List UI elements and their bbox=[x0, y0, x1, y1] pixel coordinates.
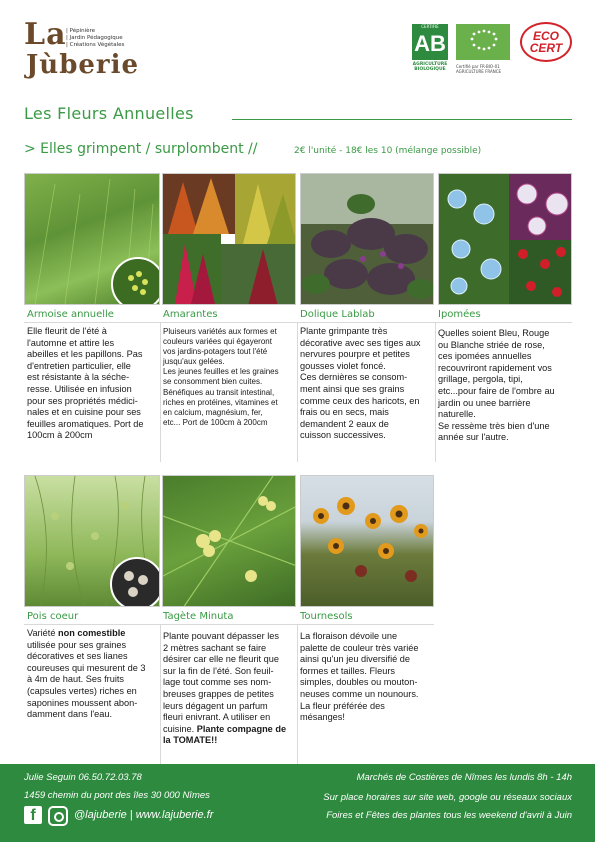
desc-line: La floraison dévoile une bbox=[300, 631, 398, 641]
desc-line: se consomment bien cuites. bbox=[163, 377, 263, 387]
desc-line: (capsules vertes) riches en bbox=[27, 685, 137, 696]
desc-line bbox=[163, 724, 297, 736]
instagram-icon[interactable] bbox=[48, 806, 68, 826]
desc-line: fleuri enivrant. A utiliser en bbox=[163, 712, 271, 723]
plant-name: Tournesols bbox=[300, 611, 353, 622]
logo-la: La bbox=[24, 17, 67, 52]
desc-text: cuisine. bbox=[163, 723, 197, 734]
plant-description bbox=[163, 327, 297, 428]
plant-description bbox=[163, 631, 297, 747]
desc-line: coureuses qui mesurent de 3 bbox=[27, 662, 146, 673]
plant-name: Ipomées bbox=[438, 309, 481, 320]
desc-line: ainsi qu'un jeu diversifié de bbox=[300, 654, 411, 665]
column-divider bbox=[160, 624, 161, 764]
price-info: 2€ l'unité - 18€ les 10 (mélange possible) bbox=[294, 146, 482, 156]
desc-bold: Plante compagne de bbox=[196, 723, 287, 734]
contact-address: 1459 chemin du pont des îles 30 000 Nîmes bbox=[24, 790, 210, 801]
desc-line bbox=[27, 628, 159, 640]
tagline-line: | Pépinière bbox=[66, 28, 96, 34]
desc-line: Elle fleurit de l'été à bbox=[27, 326, 107, 336]
desc-line: désirer car elle ne fleurit que bbox=[163, 654, 279, 665]
market-info: Marchés de Costières de Nîmes les lundis 8h - 14h bbox=[356, 772, 572, 783]
desc-line: année sur l'autre. bbox=[438, 432, 509, 443]
caption-divider bbox=[24, 624, 434, 625]
desc-line: Les jeunes feuilles et les graines bbox=[163, 367, 279, 377]
plant-name: Amarantes bbox=[163, 309, 218, 320]
desc-line: lage tout comme ses nom- bbox=[163, 677, 272, 688]
desc-line: feuilles aromatiques. Port de bbox=[27, 418, 144, 429]
desc-line: La fleur préférée des bbox=[300, 700, 385, 711]
onsite-info: Sur place horaires sur site web, google ou réseaux sociaux bbox=[323, 792, 572, 803]
desc-line: naturelle. bbox=[438, 409, 476, 420]
desc-line: vos jardins-potagers tout l'été bbox=[163, 347, 268, 357]
plant-description bbox=[300, 326, 434, 442]
desc-line: recouvriront rapidement vos bbox=[438, 362, 552, 373]
desc-line: gousses violet foncé. bbox=[300, 360, 386, 371]
eu-leaf-icon bbox=[456, 24, 510, 60]
fairs-info: Foires et Fêtes des plantes tous les weekend d'avril à Juin bbox=[326, 810, 572, 821]
desc-line: abeilles et les papillons. Pas bbox=[27, 349, 143, 360]
desc-line: jardin ou unee barrière bbox=[438, 397, 531, 408]
eu-caption: Certifié par FR-BIO-01 AGRICULTURE FRANCE bbox=[456, 64, 502, 74]
logo-tagline bbox=[66, 28, 136, 49]
desc-line: demandent 2 eaux de bbox=[300, 418, 389, 429]
dolique-image bbox=[301, 174, 434, 305]
contact-name: Julie Seguin 06.50.72.03.78 bbox=[24, 772, 142, 783]
plant-name: Armoise annuelle bbox=[27, 309, 114, 320]
tagete-image bbox=[163, 476, 296, 607]
desc-line: sur la fin de l'été. Son feuil- bbox=[163, 665, 274, 676]
title-underline bbox=[232, 119, 572, 120]
column-divider bbox=[160, 322, 161, 462]
photo-tagete bbox=[162, 475, 296, 607]
desc-line: Plante pouvant dépasser les bbox=[163, 631, 279, 641]
desc-bold: la TOMATE!! bbox=[163, 735, 218, 746]
plant-name: Tagète Minuta bbox=[163, 611, 234, 622]
tagline-line: | Créations Végétales bbox=[66, 42, 125, 48]
photo-ipomees bbox=[438, 173, 572, 305]
logo-juberie: Jùberie bbox=[26, 50, 140, 80]
desc-line: jusqu'aux gelées. bbox=[163, 357, 225, 367]
desc-line: décorative avec ses tiges aux bbox=[300, 337, 421, 348]
desc-line: saponines moussent abon- bbox=[27, 697, 138, 708]
plant-name: Pois coeur bbox=[27, 611, 79, 622]
ecocert-logo: ECO CERT bbox=[520, 22, 572, 62]
desc-line: Pluiseurs variétés aux formes et bbox=[163, 327, 277, 336]
plant-description bbox=[27, 326, 159, 442]
desc-line: ment ainsi que ses grains bbox=[300, 383, 405, 394]
photo-tournesols bbox=[300, 475, 434, 607]
plant-description bbox=[438, 328, 572, 444]
desc-line: Se ressème très bien d'une bbox=[438, 420, 550, 431]
plant-name: Dolique Lablab bbox=[300, 309, 375, 320]
desc-line: mésanges! bbox=[300, 712, 345, 723]
photo-pois-coeur bbox=[24, 475, 160, 607]
ipomees-image bbox=[439, 174, 572, 305]
section-subtitle: > Elles grimpent / surplombent // bbox=[24, 141, 258, 157]
plant-description bbox=[300, 631, 434, 724]
desc-line: pour ses propriétés médici- bbox=[27, 395, 138, 406]
photo-armoise bbox=[24, 173, 160, 305]
column-divider bbox=[297, 322, 298, 462]
column-divider bbox=[297, 624, 298, 764]
desc-line: etc... Port de 100cm à 200cm bbox=[163, 417, 268, 427]
desc-line: etc...pour faire de l'ombre au bbox=[438, 385, 555, 396]
ab-certified-label: CERTIFIÉ bbox=[421, 24, 439, 29]
pois-coeur-image bbox=[25, 476, 160, 607]
desc-line: 2 mètres sachant se faire bbox=[163, 642, 267, 653]
desc-line: 100cm à 200cm bbox=[27, 430, 93, 441]
desc-line: Plante grimpante très bbox=[300, 326, 388, 336]
photo-amarantes bbox=[162, 173, 296, 305]
ab-caption: AGRICULTURE BIOLOGIQUE bbox=[412, 62, 448, 72]
desc-line: utilisée pour ses graines bbox=[27, 639, 127, 650]
column-divider bbox=[435, 322, 436, 462]
desc-line: simples, doubles ou mouton- bbox=[300, 677, 418, 688]
tournesols-image bbox=[301, 476, 434, 607]
eu-organic-logo bbox=[456, 24, 510, 60]
plant-description bbox=[27, 628, 159, 721]
desc-line: breuses grappes de petites bbox=[163, 688, 274, 699]
armoise-image bbox=[25, 174, 160, 305]
desc-bold: non comestible bbox=[57, 628, 126, 638]
desc-line: comme ceux des haricots, en bbox=[300, 395, 420, 406]
desc-line: Quelles soient Bleu, Rouge bbox=[438, 328, 550, 338]
desc-line: couleurs variées qui égayeront bbox=[163, 337, 272, 347]
desc-line bbox=[163, 735, 297, 747]
desc-line: grillage, pergola, tipi, bbox=[438, 374, 523, 385]
photo-dolique bbox=[300, 173, 434, 305]
desc-line: ou Blanche striée de rose, bbox=[438, 339, 545, 350]
desc-line: Ces dernières se consom- bbox=[300, 372, 408, 383]
page-title: Les Fleurs Annuelles bbox=[24, 104, 194, 123]
desc-line: Bénéfiques au transit intestinal, bbox=[163, 387, 275, 397]
desc-line: damment dans l'eau. bbox=[27, 709, 113, 720]
social-links[interactable]: @lajuberie | www.lajuberie.fr bbox=[74, 809, 214, 821]
desc-line: nervures pourpre et petites bbox=[300, 349, 410, 360]
desc-line: cuisson successives. bbox=[300, 430, 386, 441]
desc-line: d'entretien particulier, elle bbox=[27, 360, 131, 371]
desc-line: leurs dégagent un parfum bbox=[163, 700, 268, 711]
desc-line: est résistante à la séche- bbox=[27, 372, 130, 383]
desc-text: Variété bbox=[27, 628, 58, 638]
desc-line: resse. Utilisée en infusion bbox=[27, 383, 132, 394]
desc-line: ces ipomées annuelles bbox=[438, 351, 532, 362]
desc-line: nales et en cuisine pour ses bbox=[27, 407, 141, 418]
desc-line: décoratives et ses lianes bbox=[27, 651, 128, 662]
desc-line: formes et tailles. Fleurs bbox=[300, 665, 395, 676]
facebook-icon[interactable]: f bbox=[24, 806, 42, 824]
desc-line: palette de couleur très variée bbox=[300, 642, 419, 653]
desc-line: frais ou en secs, mais bbox=[300, 407, 389, 418]
ab-logo: AB bbox=[412, 24, 448, 60]
desc-line: à 4m de haut. Ses fruits bbox=[27, 674, 125, 685]
amarantes-image bbox=[163, 174, 296, 305]
tagline-line: | Jardin Pédagogique bbox=[66, 35, 123, 41]
desc-line: neuses comme un nounours. bbox=[300, 688, 419, 699]
caption-divider bbox=[24, 322, 572, 323]
desc-line: en calcium, magnésium, fer, bbox=[163, 407, 263, 417]
desc-line: l'automne et attire les bbox=[27, 337, 115, 348]
desc-line: riches en protéines, vitamines et bbox=[163, 397, 278, 407]
